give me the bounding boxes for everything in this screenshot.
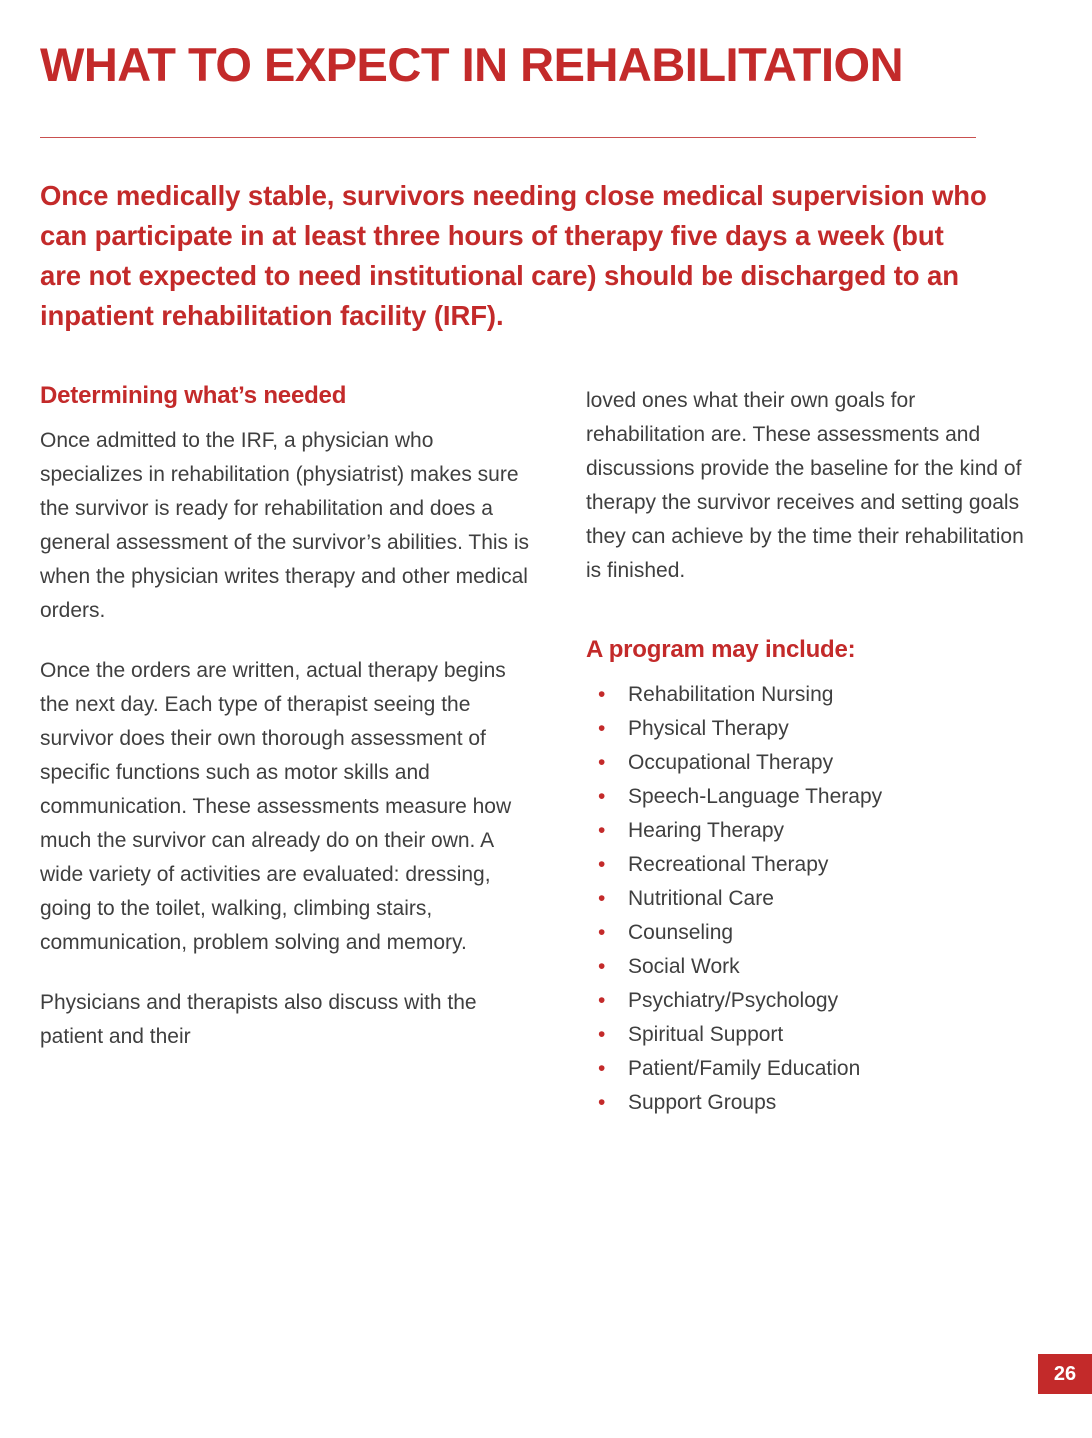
bullet-icon: • xyxy=(598,887,606,911)
page-title: WHAT TO EXPECT IN REHABILITATION xyxy=(40,38,904,91)
bullet-icon: • xyxy=(598,717,606,741)
bullet-icon: • xyxy=(598,1023,606,1047)
bullet-icon: • xyxy=(598,751,606,775)
right-column xyxy=(586,382,1026,1120)
list-item xyxy=(586,678,1026,712)
page-number-badge: 26 xyxy=(1038,1354,1092,1394)
list-item xyxy=(586,950,1026,984)
list-item-label: Support Groups xyxy=(628,1091,777,1115)
list-item xyxy=(586,882,1026,916)
paragraph: Physicians and therapists also discuss with the patient and their xyxy=(40,991,477,1049)
right-column-heading: A program may include: xyxy=(586,636,856,664)
list-item xyxy=(586,746,1026,780)
bullet-icon: • xyxy=(598,955,606,979)
paragraph: Once admitted to the IRF, a physician who specializes in rehabilitation (physiatrist) makes sure the survivor is ready for rehabilitation and does a general assessment of the survivor’s abilities. This is when the physician writes therapy and other medical orders. xyxy=(40,429,530,623)
list-item-label: Speech-Language Therapy xyxy=(628,785,883,809)
list-item xyxy=(586,984,1026,1018)
title-divider xyxy=(40,137,976,138)
left-column xyxy=(40,382,530,1120)
bullet-icon: • xyxy=(598,989,606,1013)
list-item-label: Spiritual Support xyxy=(628,1023,784,1047)
bullet-icon: • xyxy=(598,921,606,945)
list-item xyxy=(586,848,1026,882)
list-item-label: Hearing Therapy xyxy=(628,819,785,843)
list-item-label: Rehabilitation Nursing xyxy=(628,683,834,707)
list-item xyxy=(586,712,1026,746)
list-item xyxy=(586,916,1026,950)
lede-paragraph: Once medically stable, survivors needing close medical supervision who can participate in at least three hours of therapy five days a week (but are not expected to need institutional care) should be discharged to an inpatient rehabilitation facility (IRF). xyxy=(40,179,987,331)
list-item-label: Psychiatry/Psychology xyxy=(628,989,839,1013)
list-item-label: Occupational Therapy xyxy=(628,751,834,775)
bullet-icon: • xyxy=(598,819,606,843)
bullet-icon: • xyxy=(598,785,606,809)
list-item-label: Recreational Therapy xyxy=(628,853,829,877)
list-item-label: Patient/Family Education xyxy=(628,1057,861,1081)
left-column-heading: Determining what’s needed xyxy=(40,382,347,410)
list-item-label: Physical Therapy xyxy=(628,717,789,741)
paragraph-continued: loved ones what their own goals for rehabilitation are. These assessments and discussions provide the baseline for the kind of therapy the survivor receives and setting goals they can achieve by the time their rehabilitation is finished. xyxy=(586,389,1024,583)
program-list xyxy=(586,678,1026,1120)
two-column-body xyxy=(40,382,1032,1120)
bullet-icon: • xyxy=(598,1057,606,1081)
list-item-label: Social Work xyxy=(628,955,740,979)
paragraph: Once the orders are written, actual therapy begins the next day. Each type of therapist seeing the survivor does their own thorough assessment of specific functions such as motor skills and communication. These assessments measure how much the survivor can already do on their own. A wide variety of activities are evaluated: dressing, going to the toilet, walking, climbing stairs, communication, problem solving and memory. xyxy=(40,659,512,955)
list-item xyxy=(586,780,1026,814)
list-item xyxy=(586,814,1026,848)
bullet-icon: • xyxy=(598,683,606,707)
list-item xyxy=(586,1086,1026,1120)
list-item xyxy=(586,1052,1026,1086)
bullet-icon: • xyxy=(598,1091,606,1115)
list-item-label: Nutritional Care xyxy=(628,887,774,911)
list-item-label: Counseling xyxy=(628,921,734,945)
list-item xyxy=(586,1018,1026,1052)
bullet-icon: • xyxy=(598,853,606,877)
